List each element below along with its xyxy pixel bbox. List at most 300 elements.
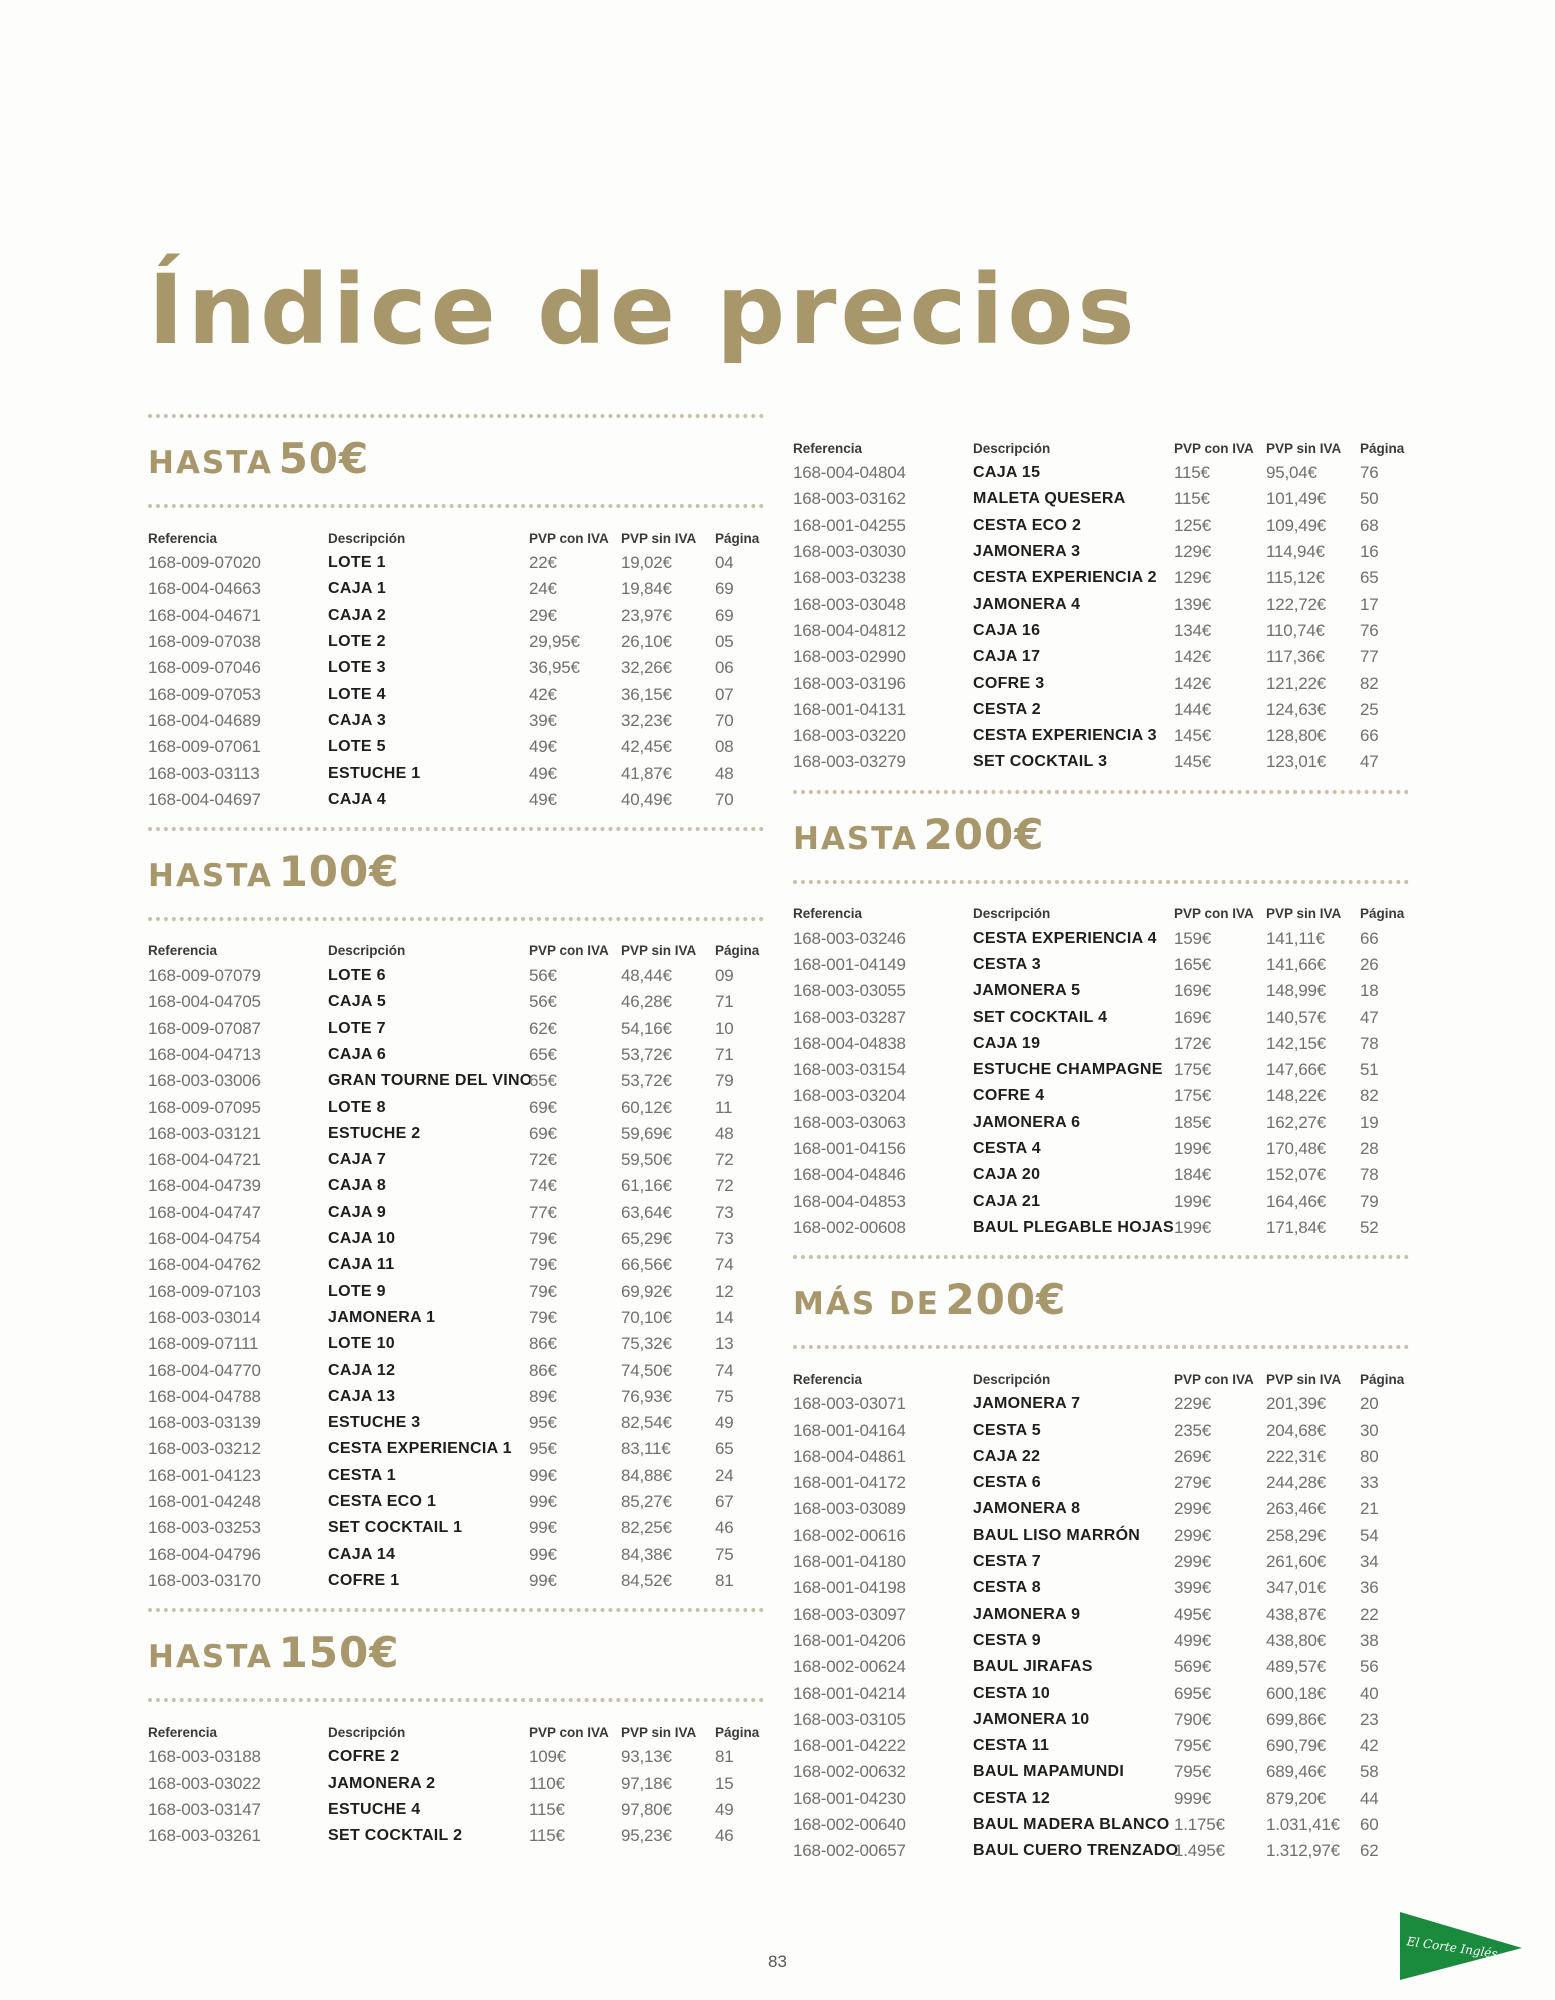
reference-cell: 168-009-07053	[148, 684, 261, 704]
table-row	[148, 1226, 764, 1252]
price-without-vat-cell: 76,93€	[621, 1386, 672, 1406]
page-cell: 34	[1360, 1552, 1379, 1572]
description-cell: JAMONERA 9	[973, 1605, 1081, 1623]
price-with-vat-cell: 77€	[529, 1202, 557, 1222]
page-cell: 06	[715, 658, 734, 678]
table-header-row	[793, 902, 1409, 926]
column-header-con-iva: PVP con IVA	[529, 530, 609, 546]
description-cell: BAUL MADERA BLANCO	[973, 1816, 1170, 1834]
price-with-vat-cell: 39€	[529, 710, 557, 730]
reference-cell: 168-003-03162	[793, 489, 906, 509]
reference-cell: 168-001-04206	[793, 1630, 906, 1650]
table-header-row	[148, 1720, 764, 1744]
price-with-vat-cell: 139€	[1174, 594, 1212, 614]
description-cell: SET COCKTAIL 3	[973, 753, 1108, 771]
reference-cell: 168-001-04172	[793, 1473, 906, 1493]
price-without-vat-cell: 84,52€	[621, 1570, 672, 1590]
reference-cell: 168-009-07020	[148, 553, 261, 573]
reference-cell: 168-009-07095	[148, 1097, 261, 1117]
page-cell: 65	[1360, 568, 1379, 588]
column-header-pagina: Página	[1360, 440, 1405, 456]
price-with-vat-cell: 399€	[1174, 1578, 1212, 1598]
price-without-vat-cell: 41,87€	[621, 763, 672, 783]
page-cell: 12	[715, 1281, 734, 1301]
table-row	[148, 1823, 764, 1849]
reference-cell: 168-003-03006	[148, 1071, 261, 1091]
price-without-vat-cell: 171,84€	[1266, 1217, 1327, 1237]
table-row	[793, 618, 1409, 644]
page-cell: 49	[715, 1799, 734, 1819]
column-header-pagina: Página	[1360, 1371, 1405, 1387]
table-row	[148, 1744, 764, 1770]
price-with-vat-cell: 129€	[1174, 542, 1212, 562]
table-row	[793, 978, 1409, 1004]
page-cell: 69	[715, 605, 734, 625]
divider	[793, 790, 1409, 794]
price-without-vat-cell: 40,49€	[621, 789, 672, 809]
description-cell: LOTE 6	[328, 967, 386, 985]
price-with-vat-cell: 569€	[1174, 1657, 1212, 1677]
page-cell: 25	[1360, 699, 1379, 719]
reference-cell: 168-001-04156	[793, 1139, 906, 1159]
price-without-vat-cell: 347,01€	[1266, 1578, 1327, 1598]
page-cell: 79	[1360, 1191, 1379, 1211]
column-header-desc: Descripción	[973, 1371, 1051, 1387]
table-row	[793, 1083, 1409, 1109]
table-row	[793, 670, 1409, 696]
price-without-vat-cell: 60,12€	[621, 1097, 672, 1117]
reference-cell: 168-004-04853	[793, 1191, 906, 1211]
reference-cell: 168-003-03105	[793, 1709, 906, 1729]
description-cell: ESTUCHE CHAMPAGNE	[973, 1061, 1163, 1079]
reference-cell: 168-003-03196	[793, 673, 906, 693]
price-with-vat-cell: 145€	[1174, 752, 1212, 772]
page-cell: 16	[1360, 542, 1379, 562]
price-without-vat-cell: 82,54€	[621, 1413, 672, 1433]
reference-cell: 168-009-07103	[148, 1281, 261, 1301]
price-without-vat-cell: 261,60€	[1266, 1552, 1327, 1572]
section-prefix: MÁS DE	[793, 1286, 940, 1323]
reference-cell: 168-003-03063	[793, 1112, 906, 1132]
table-row	[793, 1680, 1409, 1706]
price-with-vat-cell: 56€	[529, 992, 557, 1012]
right-column	[793, 436, 1409, 1864]
description-cell: LOTE 10	[328, 1335, 396, 1353]
price-with-vat-cell: 199€	[1174, 1139, 1212, 1159]
page-cell: 36	[1360, 1578, 1379, 1598]
table-row	[793, 1444, 1409, 1470]
page-cell: 30	[1360, 1420, 1379, 1440]
page-cell: 18	[1360, 981, 1379, 1001]
price-with-vat-cell: 299€	[1174, 1499, 1212, 1519]
column-header-ref: Referencia	[148, 530, 218, 546]
section-prefix: HASTA	[148, 445, 273, 481]
table-row	[148, 603, 764, 629]
section-amount: 200€	[945, 1275, 1067, 1325]
price-without-vat-cell: 244,28€	[1266, 1473, 1327, 1493]
price-with-vat-cell: 79€	[529, 1307, 557, 1327]
price-without-vat-cell: 19,02€	[621, 553, 672, 573]
price-without-vat-cell: 121,22€	[1266, 673, 1327, 693]
description-cell: CESTA ECO 2	[973, 516, 1082, 534]
table-row	[148, 1797, 764, 1823]
table-row	[793, 486, 1409, 512]
reference-cell: 168-002-00657	[793, 1841, 906, 1861]
price-without-vat-cell: 110,74€	[1266, 620, 1325, 640]
table-row	[793, 697, 1409, 723]
reference-cell: 168-003-03261	[148, 1826, 261, 1846]
price-without-vat-cell: 438,80€	[1266, 1630, 1327, 1650]
description-cell: CAJA 19	[973, 1034, 1041, 1052]
table-row	[148, 1410, 764, 1436]
description-cell: COFRE 4	[973, 1087, 1045, 1105]
price-without-vat-cell: 53,72€	[621, 1045, 672, 1064]
price-with-vat-cell: 29€	[529, 605, 557, 625]
page-cell: 50	[1360, 489, 1379, 509]
price-with-vat-cell: 99€	[529, 1465, 557, 1485]
description-cell: BAUL MAPAMUNDI	[973, 1763, 1125, 1781]
description-cell: CAJA 20	[973, 1166, 1041, 1184]
page-cell: 40	[1360, 1683, 1379, 1703]
price-with-vat-cell: 99€	[529, 1518, 557, 1538]
page-cell: 76	[1360, 463, 1379, 483]
page-cell: 73	[715, 1202, 734, 1222]
table-row	[793, 1838, 1409, 1864]
price-without-vat-cell: 19,84€	[621, 579, 672, 599]
description-cell: JAMONERA 4	[973, 595, 1081, 613]
page-cell: 33	[1360, 1473, 1379, 1493]
description-cell: JAMONERA 8	[973, 1500, 1081, 1518]
page-cell: 44	[1360, 1788, 1379, 1808]
description-cell: CAJA 21	[973, 1192, 1041, 1210]
price-with-vat-cell: 79€	[529, 1229, 557, 1249]
reference-cell: 168-003-03089	[793, 1499, 906, 1519]
price-without-vat-cell: 148,22€	[1266, 1086, 1327, 1106]
table-row	[148, 760, 764, 786]
column-header-ref: Referencia	[148, 1724, 218, 1740]
reference-cell: 168-001-04222	[793, 1736, 906, 1756]
description-cell: LOTE 3	[328, 659, 386, 677]
page-cell: 48	[715, 1123, 734, 1143]
price-without-vat-cell: 1.031,41€	[1266, 1815, 1340, 1835]
price-table-mas-de-200	[793, 1367, 1409, 1864]
price-with-vat-cell: 795€	[1174, 1736, 1212, 1756]
description-cell: CESTA 10	[973, 1684, 1051, 1702]
table-row	[148, 576, 764, 602]
price-without-vat-cell: 689,46€	[1266, 1762, 1327, 1782]
description-cell: SET COCKTAIL 4	[973, 1008, 1108, 1026]
page-cell: 80	[1360, 1446, 1379, 1466]
reference-cell: 168-003-03220	[793, 726, 906, 746]
description-cell: COFRE 1	[328, 1571, 400, 1589]
page-cell: 49	[715, 1413, 734, 1433]
page-cell: 70	[715, 789, 734, 809]
price-with-vat-cell: 62€	[529, 1018, 557, 1038]
description-cell: CAJA 15	[973, 464, 1041, 482]
price-with-vat-cell: 49€	[529, 737, 557, 757]
description-cell: CESTA 1	[328, 1466, 396, 1484]
table-row	[793, 1162, 1409, 1188]
description-cell: CESTA 4	[973, 1140, 1041, 1158]
page-cell: 82	[1360, 673, 1379, 693]
price-without-vat-cell: 54,16€	[621, 1018, 672, 1038]
reference-cell: 168-004-04788	[148, 1386, 261, 1406]
description-cell: CESTA 2	[973, 700, 1041, 718]
reference-cell: 168-003-03113	[148, 763, 260, 783]
description-cell: CESTA EXPERIENCIA 3	[973, 727, 1157, 745]
price-without-vat-cell: 85,27€	[621, 1492, 672, 1512]
price-with-vat-cell: 36,95€	[529, 658, 580, 678]
price-with-vat-cell: 65€	[529, 1071, 557, 1091]
price-without-vat-cell: 201,39€	[1266, 1394, 1327, 1414]
section-amount: 100€	[278, 846, 400, 896]
divider	[148, 414, 764, 418]
reference-cell: 168-003-03279	[793, 752, 906, 772]
reference-cell: 168-003-03170	[148, 1570, 261, 1590]
price-with-vat-cell: 175€	[1174, 1086, 1212, 1106]
table-row	[148, 1252, 764, 1278]
price-without-vat-cell: 61,16€	[621, 1176, 672, 1196]
price-with-vat-cell: 185€	[1174, 1112, 1212, 1132]
description-cell: COFRE 3	[973, 674, 1045, 692]
price-without-vat-cell: 53,72€	[621, 1071, 672, 1091]
table-row	[793, 539, 1409, 565]
column-header-sin-iva: PVP sin IVA	[621, 1724, 697, 1740]
table-row	[148, 1016, 764, 1042]
page-cell: 81	[715, 1747, 734, 1767]
reference-cell: 168-003-03030	[793, 542, 906, 562]
reference-cell: 168-001-04180	[793, 1552, 906, 1572]
page-cell: 75	[715, 1544, 734, 1564]
price-without-vat-cell: 690,79€	[1266, 1736, 1327, 1756]
price-with-vat-cell: 145€	[1174, 726, 1212, 746]
price-without-vat-cell: 84,38€	[621, 1544, 672, 1564]
reference-cell: 168-003-03238	[793, 568, 906, 588]
description-cell: CAJA 2	[328, 606, 387, 624]
svg-text:El Corte Inglés: El Corte Inglés	[1405, 1934, 1499, 1961]
column-header-sin-iva: PVP sin IVA	[1266, 440, 1342, 456]
el-corte-ingles-logo	[1398, 1910, 1524, 1982]
table-row	[148, 1094, 764, 1120]
table-row	[148, 1279, 764, 1305]
reference-cell: 168-004-04770	[148, 1360, 261, 1380]
description-cell: CESTA EXPERIENCIA 1	[328, 1440, 512, 1458]
table-row	[793, 723, 1409, 749]
description-cell: CAJA 3	[328, 711, 387, 729]
price-with-vat-cell: 115€	[529, 1799, 565, 1819]
price-with-vat-cell: 109€	[529, 1747, 567, 1767]
description-cell: CAJA 17	[973, 648, 1041, 666]
column-header-desc: Descripción	[328, 943, 406, 959]
description-cell: CESTA 8	[973, 1579, 1041, 1597]
reference-cell: 168-002-00624	[793, 1657, 906, 1677]
description-cell: CESTA EXPERIENCIA 4	[973, 929, 1157, 947]
price-without-vat-cell: 69,92€	[621, 1281, 672, 1301]
page-cell: 76	[1360, 620, 1379, 640]
price-without-vat-cell: 82,25€	[621, 1518, 672, 1538]
page-number: 83	[768, 1952, 787, 1971]
price-with-vat-cell: 86€	[529, 1334, 557, 1354]
price-without-vat-cell: 109,49€	[1266, 515, 1327, 535]
price-without-vat-cell: 147,66€	[1266, 1060, 1327, 1080]
price-without-vat-cell: 600,18€	[1266, 1683, 1327, 1703]
table-row	[793, 644, 1409, 670]
price-without-vat-cell: 75,32€	[621, 1334, 672, 1354]
table-row	[793, 1733, 1409, 1759]
reference-cell: 168-009-07046	[148, 658, 261, 678]
reference-cell: 168-004-04846	[793, 1165, 906, 1185]
description-cell: CESTA 11	[973, 1737, 1050, 1755]
page-cell: 38	[1360, 1630, 1379, 1650]
price-without-vat-cell: 122,72€	[1266, 594, 1327, 614]
description-cell: CAJA 4	[328, 790, 387, 808]
price-without-vat-cell: 97,18€	[621, 1773, 672, 1793]
price-with-vat-cell: 175€	[1174, 1060, 1212, 1080]
page-cell: 17	[1360, 594, 1379, 614]
price-with-vat-cell: 29,95€	[529, 632, 580, 652]
table-row	[148, 1173, 764, 1199]
section-heading-hasta-50	[148, 434, 764, 483]
price-with-vat-cell: 110€	[529, 1773, 565, 1793]
table-row	[148, 1200, 764, 1226]
price-without-vat-cell: 699,86€	[1266, 1709, 1327, 1729]
description-cell: CAJA 5	[328, 993, 387, 1011]
price-table-hasta-100	[148, 939, 764, 1594]
price-without-vat-cell: 36,15€	[621, 684, 672, 704]
price-with-vat-cell: 69€	[529, 1123, 557, 1143]
table-row	[148, 1463, 764, 1489]
page-cell: 05	[715, 632, 734, 652]
page-cell: 72	[715, 1150, 734, 1170]
page-cell: 08	[715, 737, 734, 757]
price-without-vat-cell: 95,04€	[1266, 463, 1317, 483]
reference-cell: 168-003-03097	[793, 1604, 906, 1624]
page-cell: 47	[1360, 752, 1379, 772]
description-cell: LOTE 4	[328, 685, 386, 703]
price-without-vat-cell: 162,27€	[1266, 1112, 1327, 1132]
page-cell: 52	[1360, 1217, 1379, 1237]
column-header-desc: Descripción	[973, 906, 1051, 922]
description-cell: CESTA 9	[973, 1631, 1041, 1649]
page-cell: 09	[715, 966, 734, 986]
price-without-vat-cell: 63,64€	[621, 1202, 672, 1222]
description-cell: CESTA 5	[973, 1421, 1041, 1439]
section-prefix: HASTA	[148, 1639, 273, 1676]
page-cell: 71	[715, 992, 734, 1012]
table-row	[148, 787, 764, 813]
reference-cell: 168-004-04754	[148, 1229, 261, 1249]
price-with-vat-cell: 795€	[1174, 1762, 1212, 1782]
table-row	[148, 681, 764, 707]
table-row	[148, 1147, 764, 1173]
column-header-pagina: Página	[715, 1724, 760, 1740]
reference-cell: 168-001-04255	[793, 515, 906, 535]
column-header-sin-iva: PVP sin IVA	[621, 943, 697, 959]
price-without-vat-cell: 70,10€	[621, 1307, 672, 1327]
page-cell: 14	[715, 1307, 734, 1327]
table-row	[148, 989, 764, 1015]
page-cell: 77	[1360, 647, 1379, 667]
description-cell: ESTUCHE 1	[328, 764, 421, 782]
reference-cell: 168-004-04861	[793, 1446, 906, 1466]
price-without-vat-cell: 117,36€	[1266, 647, 1325, 667]
price-with-vat-cell: 269€	[1174, 1446, 1212, 1466]
description-cell: CAJA 7	[328, 1151, 387, 1169]
section-amount: 200€	[923, 809, 1045, 859]
table-row	[148, 1357, 764, 1383]
page-cell: 78	[1360, 1165, 1379, 1185]
table-row	[793, 460, 1409, 486]
price-with-vat-cell: 42€	[529, 684, 557, 704]
price-without-vat-cell: 263,46€	[1266, 1499, 1327, 1519]
price-without-vat-cell: 66,56€	[621, 1255, 672, 1275]
table-row	[148, 550, 764, 576]
column-header-pagina: Página	[715, 943, 760, 959]
table-row	[793, 1549, 1409, 1575]
table-row	[793, 1812, 1409, 1838]
price-with-vat-cell: 86€	[529, 1360, 557, 1380]
price-without-vat-cell: 48,44€	[621, 966, 672, 986]
section-amount: 150€	[278, 1628, 400, 1678]
page-cell: 73	[715, 1229, 734, 1249]
column-header-desc: Descripción	[973, 440, 1051, 456]
price-without-vat-cell: 93,13€	[621, 1747, 672, 1767]
price-with-vat-cell: 142€	[1174, 647, 1212, 667]
description-cell: CAJA 11	[328, 1256, 395, 1274]
price-without-vat-cell: 152,07€	[1266, 1165, 1327, 1185]
price-without-vat-cell: 222,31€	[1266, 1446, 1327, 1466]
page-cell: 46	[715, 1826, 734, 1846]
description-cell: LOTE 5	[328, 738, 386, 756]
price-with-vat-cell: 165€	[1174, 955, 1212, 974]
table-row	[793, 952, 1409, 978]
page-cell: 56	[1360, 1657, 1379, 1677]
price-with-vat-cell: 199€	[1174, 1191, 1212, 1211]
description-cell: LOTE 1	[328, 554, 386, 572]
column-header-con-iva: PVP con IVA	[529, 1724, 609, 1740]
table-row	[148, 1305, 764, 1331]
table-row	[148, 1068, 764, 1094]
table-row	[148, 1515, 764, 1541]
price-without-vat-cell: 1.312,97€	[1266, 1841, 1340, 1861]
page-cell: 81	[715, 1570, 734, 1590]
description-cell: CESTA 6	[973, 1474, 1041, 1492]
reference-cell: 168-001-04149	[793, 955, 906, 974]
description-cell: JAMONERA 2	[328, 1774, 436, 1792]
price-with-vat-cell: 279€	[1174, 1473, 1212, 1493]
page-cell: 22	[1360, 1604, 1379, 1624]
reference-cell: 168-004-04812	[793, 620, 906, 640]
reference-cell: 168-004-04762	[148, 1255, 261, 1275]
table-row	[793, 1057, 1409, 1083]
price-without-vat-cell: 148,99€	[1266, 981, 1327, 1001]
price-with-vat-cell: 65€	[529, 1045, 557, 1064]
reference-cell: 168-003-03246	[793, 928, 906, 948]
page-cell: 13	[715, 1334, 734, 1354]
price-with-vat-cell: 499€	[1174, 1630, 1212, 1650]
price-without-vat-cell: 438,87€	[1266, 1604, 1327, 1624]
price-without-vat-cell: 124,63€	[1266, 699, 1327, 719]
page-cell: 62	[1360, 1841, 1379, 1861]
page-cell: 04	[715, 553, 734, 573]
page-cell: 68	[1360, 515, 1379, 535]
description-cell: CAJA 1	[328, 580, 387, 598]
reference-cell: 168-004-04796	[148, 1544, 261, 1564]
price-with-vat-cell: 99€	[529, 1570, 557, 1590]
table-row	[793, 1707, 1409, 1733]
divider	[148, 827, 764, 831]
price-with-vat-cell: 172€	[1174, 1033, 1212, 1053]
